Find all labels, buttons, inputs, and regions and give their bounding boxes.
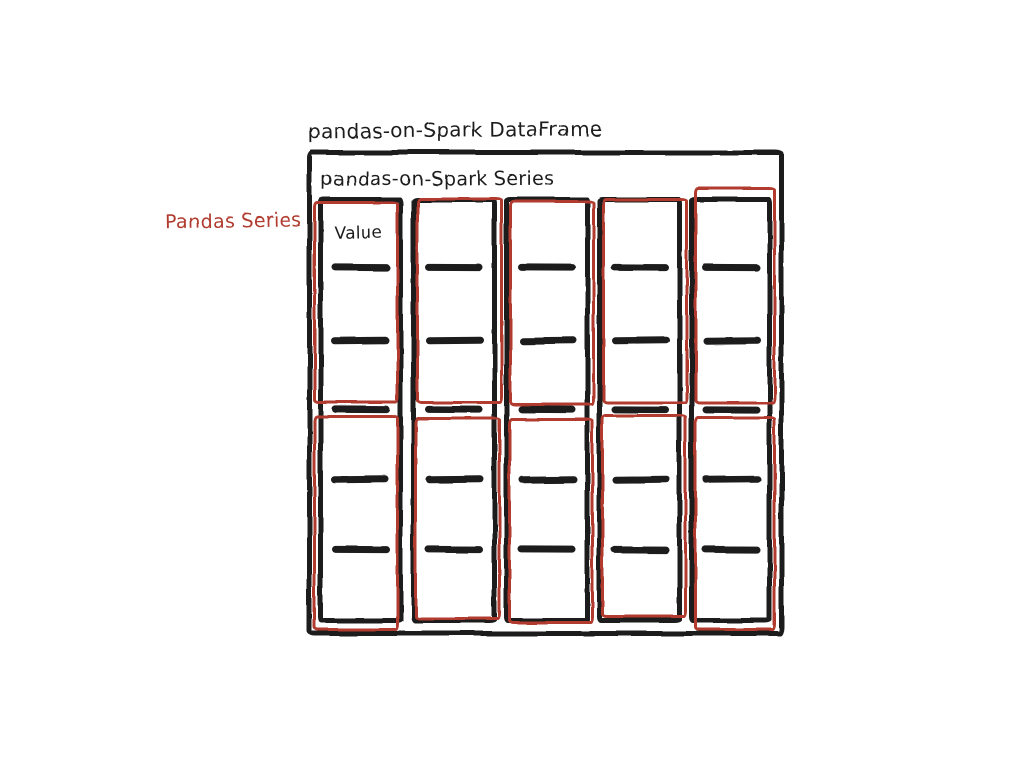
row-value-dash (332, 406, 390, 413)
row-value-dash (612, 476, 670, 484)
row-value-dash (612, 337, 670, 345)
row-value-dash (703, 337, 761, 345)
pandas-series-partition-box (508, 418, 594, 624)
pandas-series-label: Pandas Series (164, 208, 302, 234)
pandas-series-partition-box (694, 187, 776, 404)
dataframe-title: pandas-on-Spark DataFrame (307, 116, 603, 144)
row-value-dash (518, 546, 576, 553)
pandas-series-partition-box (414, 417, 501, 620)
row-value-dash (518, 264, 576, 271)
row-value-dash (425, 264, 483, 271)
value-column-header: Value (333, 222, 383, 244)
row-value-dash (611, 264, 669, 271)
row-value-dash (518, 406, 576, 413)
pandas-series-partition-box (694, 416, 776, 631)
row-value-dash (425, 546, 483, 553)
row-value-dash (332, 546, 390, 553)
row-value-dash (519, 337, 577, 345)
pandas-series-partition-box (601, 414, 687, 618)
row-value-dash (702, 546, 760, 553)
series-title: pandas-on-Spark Series (320, 167, 554, 191)
row-value-dash (519, 476, 577, 484)
row-value-dash (426, 476, 484, 484)
pandas-series-partition-box (509, 200, 595, 406)
row-value-dash (611, 546, 669, 553)
row-value-dash (425, 406, 483, 413)
row-value-dash (331, 476, 389, 484)
row-value-dash (611, 406, 669, 413)
row-value-dash (702, 264, 760, 271)
pandas-series-partition-box (313, 415, 399, 631)
pandas-series-partition-box (602, 198, 688, 404)
pandas-series-partition-box (313, 201, 399, 404)
row-value-dash (332, 264, 390, 271)
row-value-dash (702, 406, 760, 413)
pandas-series-partition-box (416, 197, 503, 404)
row-value-dash (426, 337, 484, 345)
row-value-dash (331, 337, 389, 345)
row-value-dash (703, 476, 761, 484)
